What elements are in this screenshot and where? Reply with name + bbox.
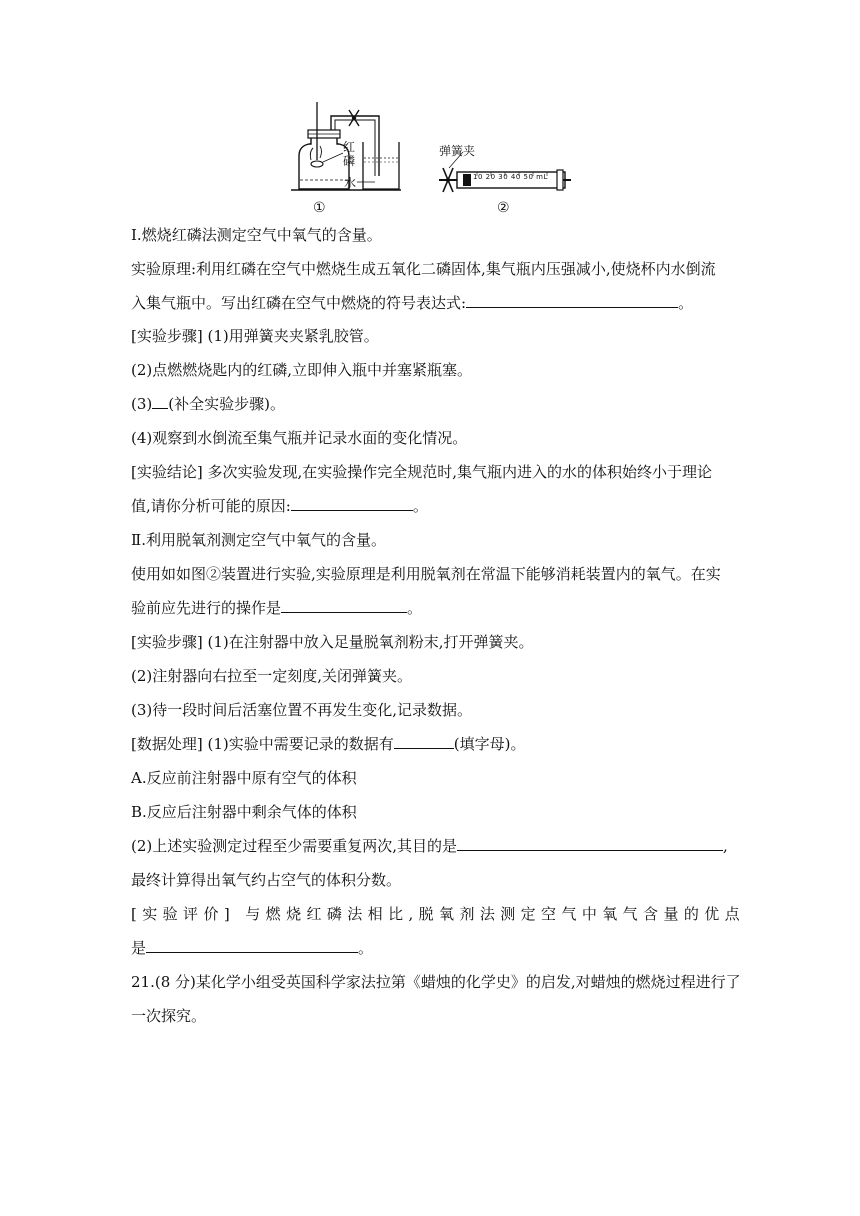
data-processing-2 — [131, 836, 731, 856]
label-red-phosphorus: 红磷 — [343, 140, 356, 168]
conclusion-line-2 — [131, 496, 731, 516]
answer-blank-step-3[interactable] — [152, 394, 168, 409]
method-2-step-1: [实验步骤] (1)在注射器中放入足量脱氧剂粉末,打开弹簧夹。 — [131, 633, 534, 651]
label-spring-clip: 弹簧夹 — [439, 144, 476, 158]
data-processing-1 — [131, 734, 731, 754]
method-2-step-3: (3)待一段时间后活塞位置不再发生变化,记录数据。 — [131, 701, 473, 719]
method-2-line-2 — [131, 598, 731, 618]
step-3 — [131, 394, 731, 414]
evaluation-line-1 — [131, 904, 746, 924]
answer-blank-purpose[interactable] — [457, 836, 723, 851]
answer-blank-letters[interactable] — [394, 734, 454, 749]
method-2-line-2-text: 验前应先进行的操作是 — [131, 599, 282, 617]
conclusion-line-2-text: 值,请你分析可能的原因: — [131, 497, 291, 515]
option-a: A.反应前注射器中原有空气的体积 — [131, 769, 357, 787]
principle-line-2-text: 入集气瓶中。写出红磷在空气中燃烧的符号表达式: — [131, 294, 467, 312]
syringe-scale: 10 20 30 40 50 mL — [473, 173, 548, 181]
method-2-step-2: (2)注射器向右拉至一定刻度,关闭弹簧夹。 — [131, 667, 413, 685]
caption-figure-2: ② — [497, 200, 510, 216]
evaluation-line-2 — [131, 938, 731, 958]
step-4: (4)观察到水倒流至集气瓶并记录水面的变化情况。 — [131, 429, 468, 447]
punct: 。 — [407, 599, 423, 617]
answer-blank-reason[interactable] — [291, 496, 413, 511]
punct: 。 — [412, 497, 428, 515]
data-processing-1-text: [数据处理] (1)实验中需要记录的数据有 — [131, 735, 394, 753]
caption-figure-1: ① — [313, 200, 326, 216]
punct: 。 — [358, 939, 374, 957]
principle-line-1: 实验原理:利用红磷在空气中燃烧生成五氧化二磷固体,集气瓶内压强减小,使烧杯内水倒流 — [131, 260, 716, 278]
conclusion-line-1: [实验结论] 多次实验发现,在实验操作完全规范时,集气瓶内进入的水的体积始终小于理论 — [131, 463, 713, 481]
label-water: 水 — [344, 176, 357, 190]
punct: 。 — [678, 294, 694, 312]
answer-blank-advantage[interactable] — [146, 938, 358, 953]
apparatus-figure — [287, 98, 577, 220]
step-3-text: (补全实验步骤)。 — [168, 395, 285, 413]
question-21-line-1: 21.(8 分)某化学小组受英国科学家法拉第《蜡烛的化学史》的启发,对蜡烛的燃烧过程进行了 — [131, 973, 741, 991]
principle-line-2 — [131, 293, 731, 313]
evaluation-line-2-text: 是 — [131, 939, 147, 957]
evaluation-text: [实验评价] 与燃烧红磷法相比,脱氧剂法测定空气中氧气含量的优点 — [131, 905, 746, 923]
apparatus-drawing — [287, 98, 577, 220]
section-1-heading: Ⅰ.燃烧红磷法测定空气中氧气的含量。 — [131, 226, 382, 244]
step-1: [实验步骤] (1)用弹簧夹夹紧乳胶管。 — [131, 327, 379, 345]
section-2-heading: Ⅱ.利用脱氧剂测定空气中氧气的含量。 — [131, 531, 386, 549]
step-2: (2)点燃燃烧匙内的红磷,立即伸入瓶中并塞紧瓶塞。 — [131, 361, 473, 379]
data-processing-1-tail: (填字母)。 — [453, 735, 526, 753]
data-processing-2-text: (2)上述实验测定过程至少需要重复两次,其目的是 — [131, 837, 458, 855]
method-2-line-1: 使用如如图②装置进行实验,实验原理是利用脱氧剂在常温下能够消耗装置内的氧气。在实 — [131, 565, 721, 583]
answer-blank-equation[interactable] — [466, 293, 678, 308]
data-processing-2-cont: 最终计算得出氧气约占空气的体积分数。 — [131, 871, 402, 889]
question-21-line-2: 一次探究。 — [131, 1007, 207, 1025]
evaluation-justified — [131, 904, 746, 924]
punct: , — [723, 837, 728, 855]
answer-blank-operation[interactable] — [281, 598, 407, 613]
step-3-number: (3) — [131, 395, 153, 413]
option-b: B.反应后注射器中剩余气体的体积 — [131, 803, 357, 821]
